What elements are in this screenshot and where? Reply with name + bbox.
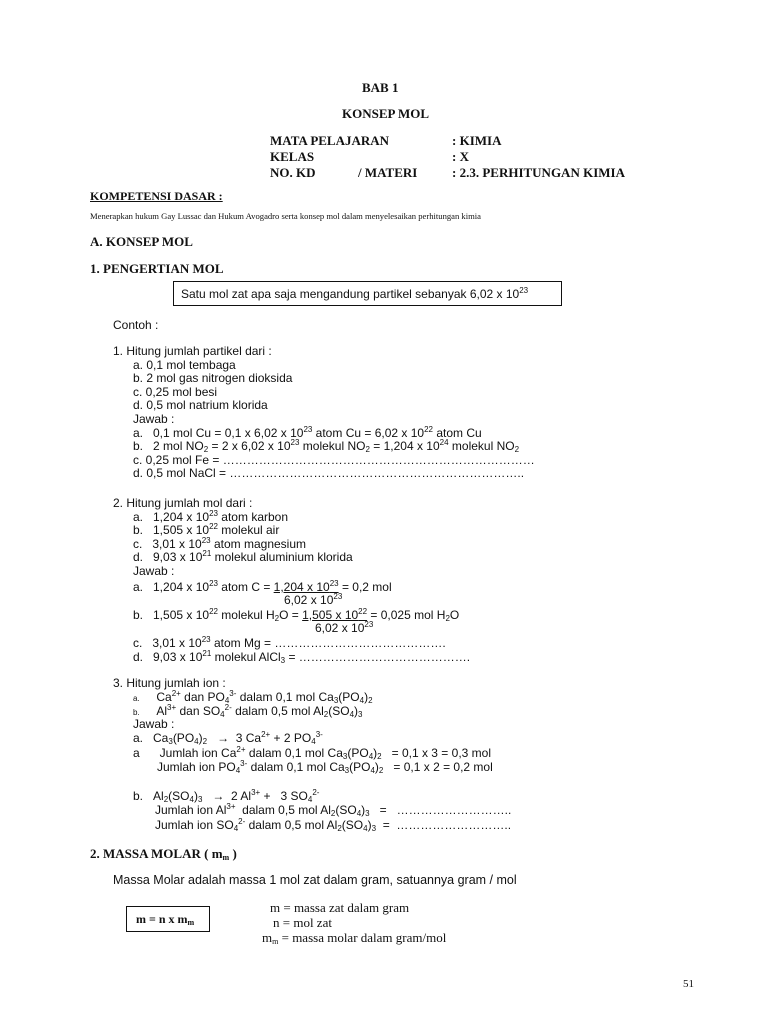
legend-mm: $m_m$ = massa molar dalam gram/mol bbox=[262, 930, 447, 946]
question-2-title: 2. Hitung jumlah mol dari : bbox=[113, 496, 253, 510]
question-1-answer-a: a. 0,1 mol Cu = 0,1 x 6,02 x $10^{23}$ atom Cu = 6,02 x $10^{22}$ atom Cu bbox=[133, 424, 482, 440]
question-3-title: 3. Hitung jumlah ion : bbox=[113, 676, 226, 690]
question-1-answer-c: c. 0,25 mol Fe = …………………………………………………………………… bbox=[133, 452, 535, 467]
question-2-answer-b: b. 1,505 x $10^{22}$ molekul $H_2O = 1,505$ x $10^{22} = 0,025$ mol $H_2O$ bbox=[133, 607, 460, 623]
kelas-value: : X bbox=[452, 149, 469, 164]
question-3-item-b: b. $Al^{3+}$ dan $SO_4^{2-}$ dalam 0,5 mol $Al_2(SO_4)_3$ bbox=[133, 703, 363, 719]
definition-text: Satu mol zat apa saja mengandung partikel sebanyak 6,02 x $10^{23}$ bbox=[181, 286, 529, 301]
question-1-answer-d: d. 0,5 mol NaCl = ……………………………………………………………….. bbox=[133, 466, 525, 481]
kompetensi-text: Menerapkan hukum Gay Lussac dan Hukum Avogadro serta konsep mol dalam menyelesaikan perhitungan kimia bbox=[90, 211, 481, 221]
chapter-number: BAB 1 bbox=[362, 80, 399, 95]
nokd-label: NO. KD bbox=[270, 165, 316, 180]
materi-value: : 2.3. PERHITUNGAN KIMIA bbox=[452, 165, 625, 180]
section-2-heading: 2. MASSA MOLAR ( $m_m$ ) bbox=[90, 846, 237, 862]
question-1-title: 1. Hitung jumlah partikel dari : bbox=[113, 344, 272, 358]
question-2-item: b. 1,505 x $10^{22}$ molekul air bbox=[133, 522, 280, 538]
formula-text: m = n x $m_m$ bbox=[136, 912, 195, 927]
question-2-denominator-b: 6,02 x $10^{23}$ bbox=[315, 620, 374, 635]
question-3-reaction-a: a. $Ca_3(PO_4)_2 \to 3$ $Ca^{2+} + 2$ $PO_4^{3-}$ bbox=[133, 730, 323, 746]
section-a-heading: A. KONSEP MOL bbox=[90, 234, 193, 249]
question-1-item: d. 0,5 mol natrium klorida bbox=[133, 398, 268, 413]
legend-m: m = massa zat dalam gram bbox=[270, 900, 410, 915]
kelas-label: KELAS bbox=[270, 149, 315, 164]
question-2-denominator-a: 6,02 x $10^{23}$ bbox=[284, 592, 343, 607]
question-1-item: b. 2 mol gas nitrogen dioksida bbox=[133, 371, 293, 386]
question-1-jawab: Jawab : bbox=[133, 411, 175, 426]
mata-pelajaran-label: MATA PELAJARAN bbox=[270, 133, 390, 148]
question-1-answer-b: b. 2 mol $NO_2 = 2$ x 6,02 x $10^{23}$ molekul $NO_2 = 1,204$ x $10^{24}$ molekul $NO_2$ bbox=[133, 438, 520, 455]
page-number: 51 bbox=[683, 978, 694, 990]
question-2-item: a. 1,204 x $10^{23}$ atom karbon bbox=[133, 508, 289, 524]
question-3-reaction-b: b. $Al_2(SO_4)_3 \to 2$ $Al^{3+} + 3$ $SO_4^{2-}$ bbox=[133, 788, 320, 804]
massa-molar-definition: Massa Molar adalah massa 1 mol zat dalam gram, satuannya gram / mol bbox=[113, 873, 517, 887]
question-3-item-a: a. $Ca^{2+}$ dan $PO_4^{3-}$ dalam 0,1 mol $Ca_3(PO_4)_2$ bbox=[133, 689, 373, 705]
contoh-label: Contoh : bbox=[113, 318, 159, 332]
question-3-ion-al: Jumlah ion $Al^{3+}$ dalam 0,5 mol $Al_2(SO_4)_3$ = ……………………….. bbox=[155, 802, 512, 818]
mata-pelajaran-value: : KIMIA bbox=[452, 133, 502, 148]
question-3-ion-po4: Jumlah ion $PO_4^{3-}$ dalam 0,1 mol $Ca_3(PO_4)_2 = 0,1$ x 2 = 0,2 mol bbox=[157, 759, 493, 775]
chapter-title: KONSEP MOL bbox=[342, 106, 430, 121]
question-1-item: a. 0,1 mol tembaga bbox=[133, 357, 236, 372]
materi-label: / MATERI bbox=[358, 165, 418, 180]
question-2-answer-d: d. 9,03 x $10^{21}$ molekul AlCl$_3$ = ……………………………………. bbox=[133, 649, 471, 665]
section-1-heading: 1. PENGERTIAN MOL bbox=[90, 261, 224, 276]
question-2 bbox=[113, 497, 353, 579]
kompetensi-title: KOMPETENSI DASAR : bbox=[90, 189, 223, 203]
legend-n: n = mol zat bbox=[273, 915, 332, 930]
question-2-item: c. 3,01 x $10^{23}$ atom magnesium bbox=[133, 535, 306, 551]
question-2-answer-c: c. 3,01 x $10^{23}$ atom Mg = ……………………………………. bbox=[133, 635, 446, 650]
question-1-item: c. 0,25 mol besi bbox=[133, 384, 218, 399]
question-3-ion-so4: Jumlah ion $SO_4^{2-}$ dalam 0,5 mol $Al_2(SO_4)_3$ = ……………………….. bbox=[155, 817, 512, 833]
question-2-answer-a: a. 1,204 x $10^{23}$ atom C = 1,204 x $10^{23} = 0,2$ mol bbox=[133, 579, 392, 594]
question-2-item: d. 9,03 x $10^{21}$ molekul aluminium klorida bbox=[133, 549, 353, 565]
question-2-jawab: Jawab : bbox=[133, 563, 175, 578]
question-3-ion-ca: a Jumlah ion $Ca^{2+}$ dalam 0,1 mol $Ca_3(PO_4)_2 = 0,1$ x 3 = 0,3 mol bbox=[133, 745, 492, 761]
question-1 bbox=[113, 345, 535, 481]
question-3-jawab: Jawab : bbox=[133, 717, 175, 731]
